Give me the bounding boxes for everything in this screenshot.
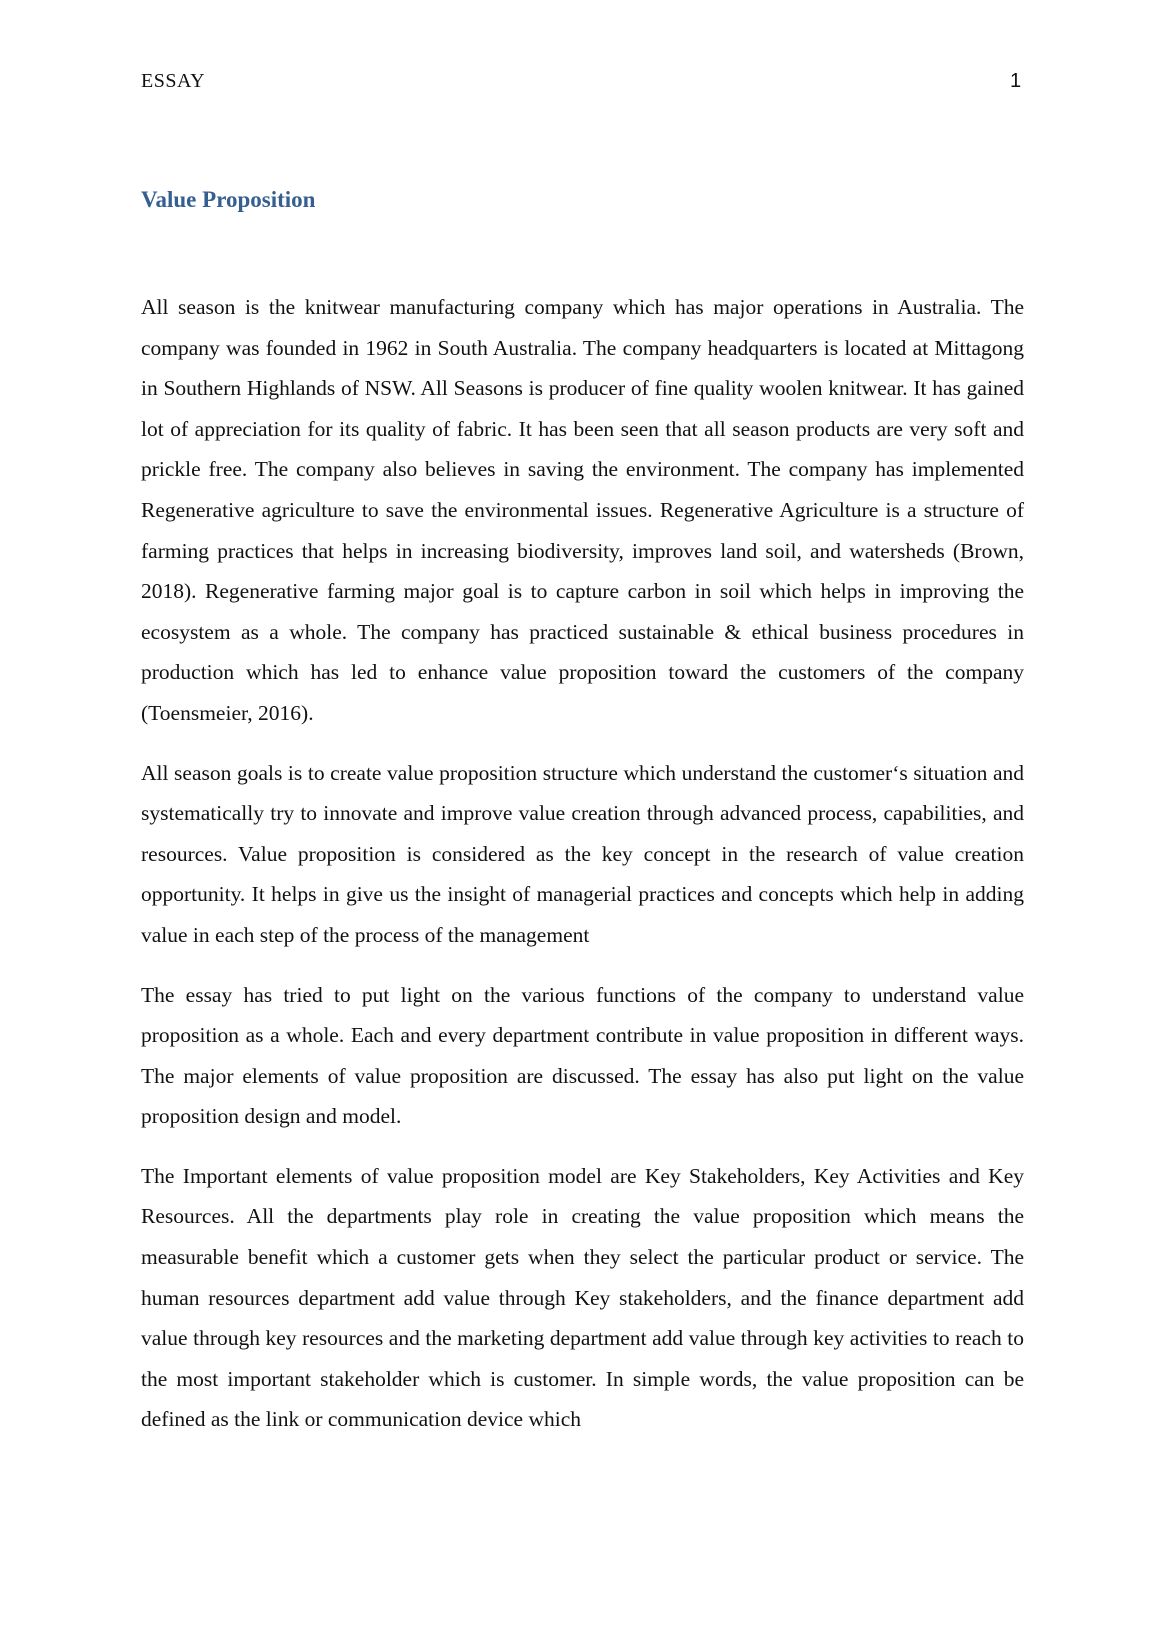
section-heading: Value Proposition <box>141 187 316 212</box>
essay-body <box>141 287 1024 1459</box>
running-head: ESSAY <box>141 70 206 92</box>
paragraph-4: The Important elements of value proposition model are Key Stakeholders, Key Activities and Key Resources. All the departments play role in creating the value proposition which means the measurable benefit which a customer gets when they select the particular product or service. The human resources department add value through Key stakeholders, and the finance department add value through key resources and the marketing department add value through key activities to reach to the most important stakeholder which is customer. In simple words, the value proposition can be defined as the link or communication device which <box>141 1163 1024 1432</box>
page-number: 1 <box>1010 70 1022 92</box>
paragraph-1: All season is the knitwear manufacturing company which has major operations in Australia. The company was founded in 1962 in South Australia. The company headquarters is located at Mittagong in Southern Highlands of NSW. All Seasons is producer of fine quality woolen knitwear. It has gained lot of appreciation for its quality of fabric. It has been seen that all season products are very soft and prickle free. The company also believes in saving the environment. The company has implemented Regenerative agriculture to save the environmental issues. Regenerative Agriculture is a structure of farming practices that helps in increasing biodiversity, improves land soil, and watersheds (Brown, 2018). Regenerative farming major goal is to capture carbon in soil which helps in improving the ecosystem as a whole. The company has practiced sustainable & ethical business procedures in production which has led to enhance value proposition toward the customers of the company (Toensmeier, 2016). <box>141 295 1024 725</box>
paragraph-3: The essay has tried to put light on the various functions of the company to understand value proposition as a whole. Each and every department contribute in value proposition in different ways. The major elements of value proposition are discussed. The essay has also put light on the value proposition design and model. <box>141 982 1024 1129</box>
paragraph-2: All season goals is to create value proposition structure which understand the customer‘s situation and systematically try to innovate and improve value creation through advanced process, capabilities, and resources. Value proposition is considered as the key concept in the research of value creation opportunity. It helps in give us the insight of managerial practices and concepts which help in adding value in each step of the process of the management <box>141 760 1024 947</box>
